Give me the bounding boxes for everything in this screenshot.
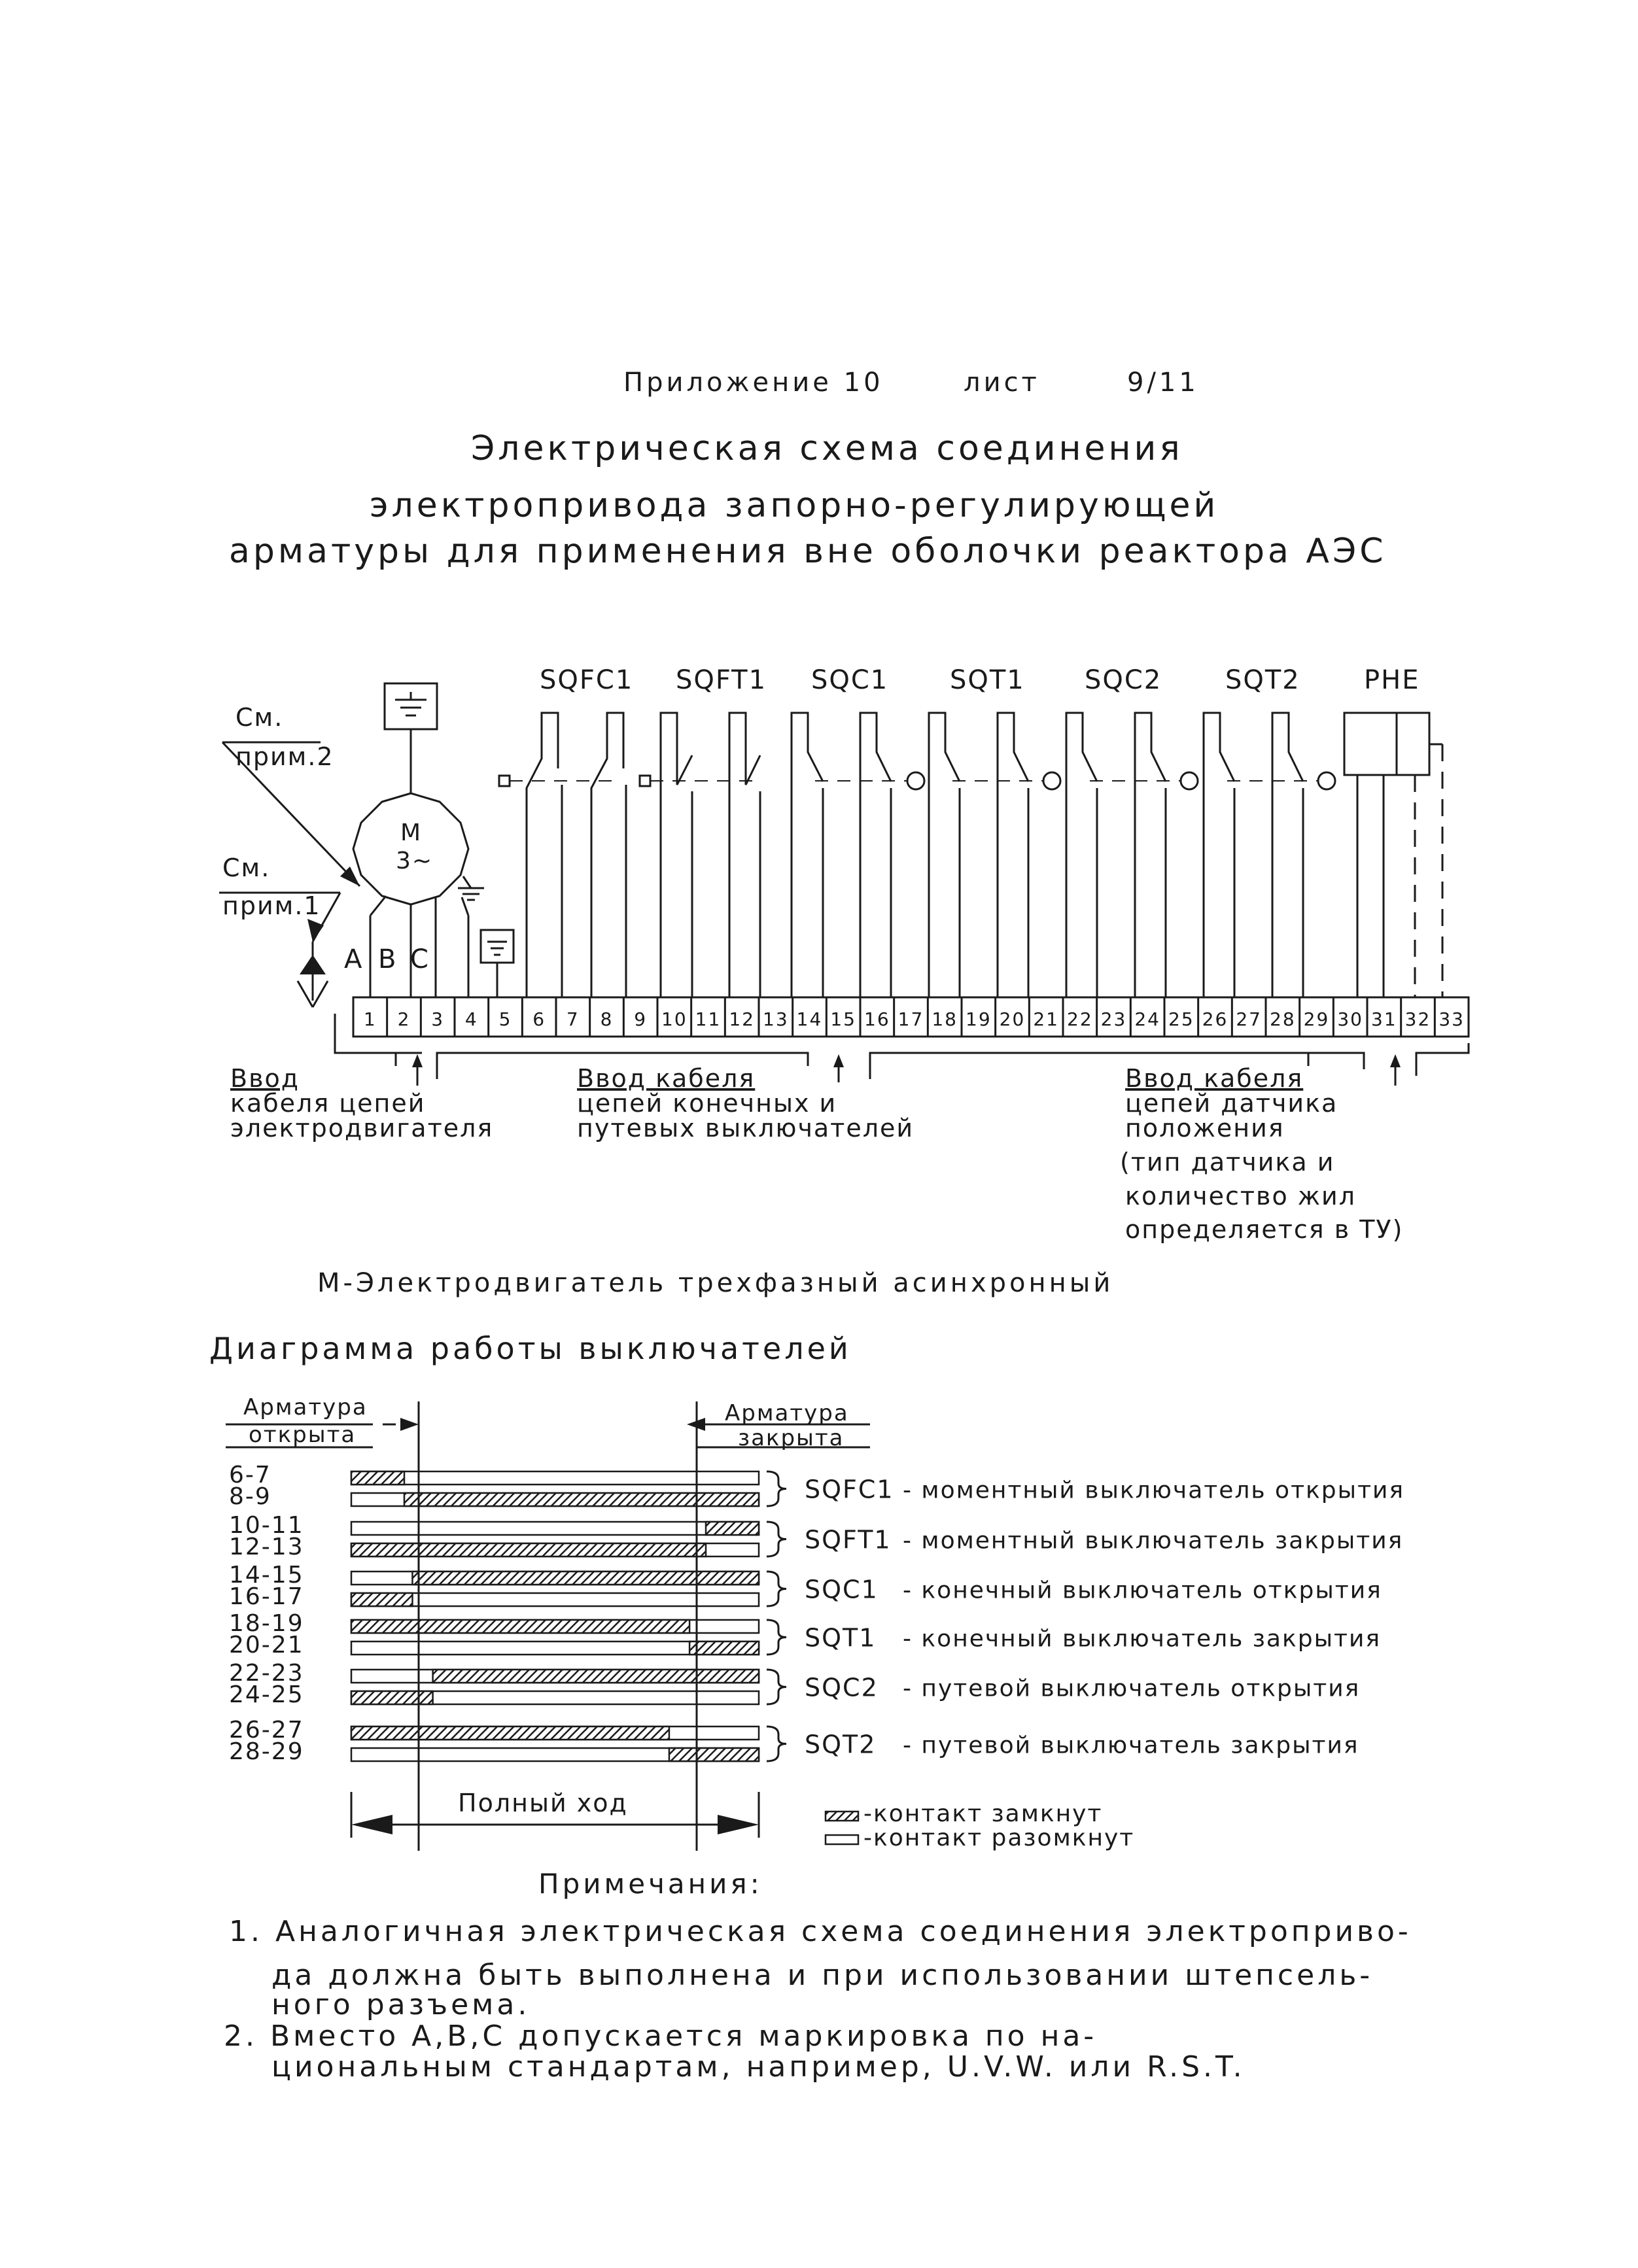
contact-bar-closed [433, 1670, 759, 1683]
terminal-number: 32 [1404, 1008, 1431, 1030]
terminal-number: 3 [431, 1008, 445, 1030]
contact-bar-closed [351, 1543, 706, 1556]
right-header [687, 1400, 870, 1451]
switch-sqc1 [792, 713, 924, 997]
title-line-3: арматуры для применения вне оболочки реактора АЭС [229, 532, 1387, 571]
right-header-line1: Арматура [725, 1400, 849, 1426]
group-name: SQC1 [805, 1575, 879, 1604]
legend-open-label: -контакт разомкнут [863, 1825, 1135, 1851]
terminal-strip [353, 997, 1469, 1037]
terminal-number: 11 [695, 1008, 722, 1030]
contact-pair-label: 8-9 [229, 1483, 271, 1510]
terminal-number: 14 [796, 1008, 823, 1030]
terminal-number: 10 [661, 1008, 688, 1030]
cable-entry-switches-line3: путевых выключателей [577, 1114, 915, 1143]
terminal-number: 21 [1033, 1008, 1059, 1030]
cable-entry-switches-line1: Ввод кабеля [577, 1064, 756, 1093]
terminal-number: 17 [897, 1008, 924, 1030]
group-brace [767, 1471, 786, 1506]
ground-symbol-terminal-5 [481, 930, 514, 997]
switch-sqc2 [1066, 713, 1198, 997]
terminal-number: 27 [1236, 1008, 1262, 1030]
label-sqt1: SQT1 [950, 665, 1025, 695]
terminal-number: 8 [600, 1008, 614, 1030]
note-1-line-1: 1. Аналогичная электрическая схема соединения электроприво- [229, 1915, 1412, 1948]
note-ref-1-line2: прим.1 [222, 891, 321, 920]
group-brace [767, 1727, 786, 1761]
diagram-group-labels [767, 1471, 1404, 1761]
terminal-number: 22 [1067, 1008, 1093, 1030]
terminal-number: 31 [1371, 1008, 1397, 1030]
phase-c-label: C [410, 944, 430, 974]
group-name: SQC2 [805, 1673, 879, 1702]
full-stroke-label: Полный ход [458, 1789, 628, 1817]
group-name: SQFT1 [805, 1525, 892, 1555]
phase-a-label: A [344, 944, 364, 974]
label-sqt2: SQT2 [1225, 665, 1300, 695]
contact-bar-closed [351, 1727, 669, 1740]
note-2-line-2: циональным стандартам, например, U.V.W. или R.S.T. [271, 2050, 1246, 2084]
group-description: - путевой выключатель закрытия [903, 1732, 1359, 1759]
cable-entry-sensor-line2: цепей датчика [1125, 1089, 1338, 1118]
right-header-line2: закрыта [738, 1425, 845, 1451]
group-name: SQFC1 [805, 1475, 894, 1504]
contact-bar-closed [351, 1593, 412, 1606]
legend-closed-label: -контакт замкнут [863, 1800, 1103, 1827]
position-sensor-phe [1344, 713, 1442, 997]
terminal-number: 9 [634, 1008, 648, 1030]
group-name: SQT1 [805, 1623, 877, 1653]
terminal-number: 19 [966, 1008, 992, 1030]
switch-sqt2 [1204, 713, 1335, 997]
note-2-line-1: 2. Вместо А,В,С допускается маркировка по на- [224, 2019, 1098, 2053]
contact-pair-label: 24-25 [229, 1681, 304, 1708]
cable-entry-motor-line1: Ввод [230, 1064, 300, 1093]
terminal-number: 15 [830, 1008, 856, 1030]
cable-entry-motor-line2: кабеля цепей [230, 1089, 426, 1118]
full-stroke-indicator [351, 1789, 759, 1838]
terminal-number: 16 [864, 1008, 890, 1030]
diagram-rows [229, 1462, 759, 1765]
contact-bar-open [351, 1522, 759, 1535]
contact-bar-closed [689, 1641, 759, 1655]
group-brace [767, 1522, 786, 1556]
motor-caption: М-Электродвигатель трехфазный асинхронный [317, 1268, 1114, 1298]
terminal-number: 6 [532, 1008, 546, 1030]
contact-bar-closed [412, 1572, 759, 1585]
contact-bar-closed [351, 1691, 433, 1704]
contact-pair-label: 16-17 [229, 1583, 304, 1610]
terminal-number: 24 [1134, 1008, 1160, 1030]
terminal-number: 12 [729, 1008, 755, 1030]
cable-entry-sensor-line3: положения [1125, 1114, 1285, 1143]
contact-bar-closed [706, 1522, 759, 1535]
terminal-number: 1 [363, 1008, 377, 1030]
contact-pair-label: 6-7 [229, 1462, 271, 1488]
contact-bar-closed [351, 1471, 404, 1485]
contact-pair-label: 14-15 [229, 1562, 304, 1589]
note-ref-1-line1: См. [222, 853, 271, 882]
left-header-line1: Арматура [243, 1394, 368, 1420]
phase-leads [344, 896, 468, 997]
legend [826, 1800, 1134, 1851]
terminal-number: 5 [498, 1008, 512, 1030]
title-line-2: электропривода запорно-регулирующей [370, 486, 1219, 525]
motor-label: M [400, 819, 423, 846]
label-sqc2: SQC2 [1085, 665, 1162, 695]
left-header-line2: открыта [249, 1422, 357, 1448]
appendix-label: Приложение 10 [623, 368, 884, 398]
terminal-number: 13 [763, 1008, 789, 1030]
notes-title: Примечания: [538, 1868, 763, 1900]
cable-entry-sensor-line6: определяется в ТУ) [1125, 1215, 1404, 1244]
cable-entry-switches [577, 1064, 914, 1143]
terminal-number: 29 [1303, 1008, 1330, 1030]
switch-sqft1 [640, 713, 760, 997]
left-header [226, 1394, 419, 1448]
group-brace [767, 1572, 786, 1606]
switch-sqt1 [929, 713, 1060, 997]
switch-timing-diagram [209, 1331, 1404, 1851]
switch-sqfc1 [499, 713, 626, 997]
wiring-schematic [219, 665, 1469, 1298]
terminal-number: 18 [932, 1008, 958, 1030]
note-1-line-2: да должна быть выполнена и при использовании штепсель- [271, 1959, 1374, 1992]
document-title [229, 429, 1387, 571]
note-reference-1 [219, 853, 340, 1007]
terminal-number: 30 [1337, 1008, 1363, 1030]
note-ref-2-line2: прим.2 [235, 742, 334, 771]
contact-bar-closed [351, 1620, 689, 1633]
label-sqc1: SQC1 [811, 665, 889, 695]
contact-bar-closed [669, 1748, 759, 1761]
contact-pair-label: 10-11 [229, 1512, 304, 1539]
group-brace [767, 1620, 786, 1655]
terminal-number: 4 [464, 1008, 478, 1030]
contact-pair-label: 18-19 [229, 1610, 304, 1637]
label-sqfc1: SQFC1 [540, 665, 634, 695]
group-description: - конечный выключатель открытия [903, 1577, 1382, 1604]
group-description: - путевой выключатель открытия [903, 1675, 1361, 1702]
cable-entry-sensor [1120, 1064, 1403, 1244]
motor-symbol [353, 793, 484, 904]
ground-symbol-top [385, 683, 437, 793]
contact-pair-label: 28-29 [229, 1738, 304, 1765]
diagram-title: Диаграмма работы выключателей [209, 1331, 852, 1366]
cable-entry-sensor-line1: Ввод кабеля [1125, 1064, 1304, 1093]
terminal-number: 23 [1100, 1008, 1127, 1030]
group-name: SQT2 [805, 1730, 877, 1759]
terminal-number: 26 [1202, 1008, 1228, 1030]
note-ref-2-line1: См. [235, 703, 284, 732]
cable-entry-switches-line2: цепей конечных и [577, 1089, 837, 1118]
group-description: - конечный выключатель закрытия [903, 1625, 1382, 1653]
contact-pair-label: 12-13 [229, 1534, 304, 1560]
notes [224, 1868, 1412, 2084]
note-1-line-3: ного разъема. [271, 1988, 531, 2021]
phase-b-label: B [378, 944, 398, 974]
legend-open-swatch [826, 1835, 858, 1844]
group-brace [767, 1670, 786, 1704]
group-description: - моментный выключатель закрытия [903, 1527, 1404, 1555]
terminal-number: 28 [1270, 1008, 1296, 1030]
cable-entry-sensor-line4: (тип датчика и [1120, 1148, 1335, 1177]
sheet-number: 9/11 [1127, 368, 1199, 398]
sheet-label: лист [964, 368, 1040, 398]
group-description: - моментный выключатель открытия [903, 1477, 1405, 1504]
switch-group-labels [540, 665, 1420, 695]
header [623, 368, 1199, 398]
cable-entry-sensor-line5: количество жил [1125, 1182, 1356, 1211]
contact-bar-open [351, 1471, 759, 1485]
cable-entry-motor-line3: электродвигателя [230, 1114, 494, 1143]
label-sqft1: SQFT1 [676, 665, 767, 695]
label-phe: PHE [1364, 665, 1420, 695]
cable-entry-motor [230, 1064, 493, 1143]
terminal-number: 33 [1438, 1008, 1465, 1030]
motor-type: 3~ [396, 848, 434, 874]
terminal-number: 2 [397, 1008, 411, 1030]
switch-contacts [499, 713, 1442, 997]
contact-pair-label: 20-21 [229, 1632, 304, 1658]
title-line-1: Электрическая схема соединения [471, 429, 1183, 468]
terminal-number: 7 [566, 1008, 580, 1030]
legend-closed-swatch [826, 1812, 858, 1821]
contact-pair-label: 22-23 [229, 1660, 304, 1687]
terminal-number: 25 [1168, 1008, 1194, 1030]
contact-bar-closed [404, 1493, 759, 1506]
terminal-number: 20 [999, 1008, 1026, 1030]
contact-pair-label: 26-27 [229, 1717, 304, 1744]
